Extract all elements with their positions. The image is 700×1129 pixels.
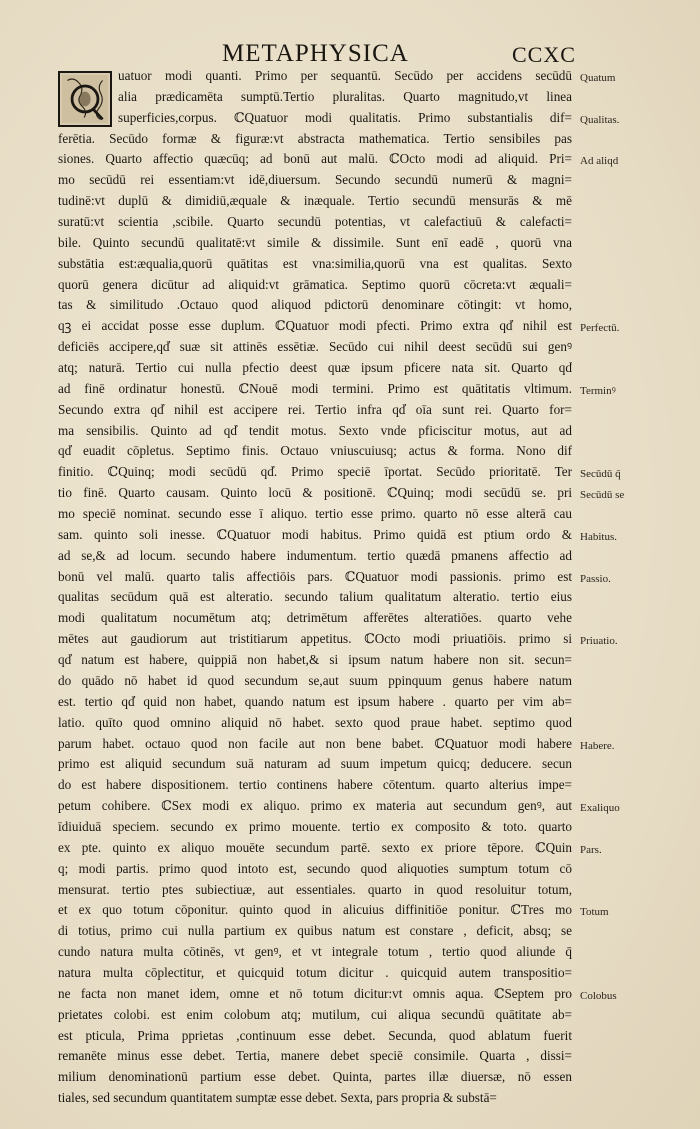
text-line: sam. quinto soli inesse. ℂQuatuor modi habitus. Primo quidā est ptium ordo & — [58, 526, 572, 542]
text-line: remanēte minus esse debet. Tertia, manere debet speciē consimile. Quarta , dissi= — [58, 1048, 572, 1064]
text-line: q; modi partis. primo quod intoto est, secundo quod aliquoties sumptum totum cō — [58, 860, 572, 876]
running-title: METAPHYSICA — [222, 40, 409, 67]
margin-note: Passio. — [580, 572, 611, 585]
text-line: deficiēs accipere,qd̓ suæ sit attinēs essētiæ. Secūdo cui nihil deest secūdū sui genꝰ — [58, 339, 572, 355]
margin-note: Secūdū se — [580, 489, 625, 502]
text-line: substātia est:æqualia,quorū quātitas est vna:similia,quorū vna est qualitas. Sexto — [58, 255, 572, 271]
text-line: milium denominationū partium esse debet. Quinta, partes illæ diuersæ, nō essen — [58, 1069, 572, 1085]
text-line: modi qualitatum nocumētum atq; detrimētum afferētes alteratiōes. quarto vehe — [58, 610, 572, 626]
text-line: est pticula, Prima pprietas ,continuum esse debet. Secunda, quod ablatum fuerit — [58, 1027, 572, 1043]
text-line: mo speciē nominat. secundo esse ī aliquo. tertio esse primo. quarto nō esse alterā cau — [58, 506, 572, 522]
text-line: mo secūdū rei essentiam:vt idē,diuersum. Secundo secundū numerū & magni= — [58, 172, 572, 188]
text-line: ex pte. quinto ex aliquo mouēte secundum partē. sexto ex priore tēpore. ℂQuin — [58, 839, 572, 855]
margin-note: Totum — [580, 906, 609, 919]
margin-note: Perfectū. — [580, 322, 620, 335]
text-line: mensurat. tertio ptes subiectiuæ, aut essentiales. quarto in quod resoluitur totum, — [58, 881, 572, 897]
text-line: prietates colobi. est enim colobum atq; mutilum, cui aliqua secundū quātitate ab= — [58, 1006, 572, 1022]
text-line: mētes aut gaudiorum aut tristitiarum appetitus. ℂOcto modi priuatiōis. primo si — [58, 631, 572, 647]
text-line: do quādo nō habet id quod secundum se,aut suum ppinquum genus habere natum — [58, 672, 572, 688]
text-line: siones. Quarto affectio quæcūq; ad bonū aut malū. ℂOcto modi ad aliquid. Pri= — [58, 151, 572, 167]
text-line: ad finē ordinatur honestū. ℂNouē modi termini. Primo est quātitatis vltimum. — [58, 380, 572, 396]
text-line: alia prædicamēta sumptū.Tertio pluralitas. Quarto magnitudo,vt linea — [118, 88, 572, 104]
text-line: qd̓ euadit cōpletus. Septimo finis. Octauo vniuscuiusq; actus & forma. Nono dif — [58, 443, 572, 459]
main-text-block — [58, 66, 572, 1109]
text-line: est. tertio qd̓ quid non habet, quando natum est ipsum habere . quarto per vim ab= — [58, 693, 572, 709]
text-line: ferētia. Secūdo formæ & figuræ:vt abstracta mathematica. Tertio sensibiles pas — [58, 130, 572, 146]
text-line: ne facta non manet idem, omne et nō totum dicitur:vt omnis aqua. ℂSeptem pro — [58, 985, 572, 1001]
folio-number: CCXC — [512, 42, 576, 67]
margin-note: Habitus. — [580, 530, 617, 543]
margin-note: Terminꝰ — [580, 384, 616, 397]
text-line: īdiuiduā speciem. secundo ex primo mouente. tertio ex composito & toto. quarto — [58, 818, 572, 834]
text-line: tas & similitudo .Octauo quod aliquod pdictorū denominare cōtingit: vt homo, — [58, 297, 572, 313]
text-line: do est habere dispositionem. tertio continens habere cōtentum. quarto alterius impe= — [58, 777, 572, 793]
text-line: et ex quo totum cōponitur. quinto quod in alicuius diffinitiōe ponitur. ℂTres mo — [58, 902, 572, 918]
text-line: finitio. ℂQuinq; modi secūdū qd̓. Primo speciē īportat. Secūdo prioritatē. Ter — [58, 464, 572, 480]
text-line: primo est aliquid secundum suā naturam ad suum impetum quicq; deducere. secun — [58, 756, 572, 772]
text-line: qꝫ ei accidat posse esse duplum. ℂQuatuor modi pfecti. Primo extra qd̓ nihil est — [58, 318, 572, 334]
text-line: bonū vel malū. quarto talis affectiōis pars. ℂQuatuor modi passionis. primo est — [58, 568, 572, 584]
text-line: di totius, primo cui nulla partium ex quibus natum est constare , deficit, absq; se — [58, 923, 572, 939]
text-line: Secundo extra qd̓ nihil est accipere rei. Tertio infra qd̓ oīa sunt rei. Quarto for= — [58, 401, 572, 417]
text-line: ad se,& ad locum. secundo habere indumentum. tertio quædā pmanens affectio ad — [58, 547, 572, 563]
text-line: natura multa cōplectitur, et quicquid totum dicitur . quicquid autem transpositio= — [58, 964, 572, 980]
text-line: bile. Quinto secundū qualitatē:vt simile & dissimile. Sunt enī eadē , quorū vna — [58, 234, 572, 250]
text-line: tudinē:vt duplū & dimidiū,æquale & inæquale. Tertio secundū mensurās & mē — [58, 193, 572, 209]
text-line: ma sensibilis. Quinto ad qd̓ tendit motus. Sexto vnde pficiscitur motus, aut ad — [58, 422, 572, 438]
margin-note: Pars. — [580, 843, 602, 856]
text-line: cundo natura multa cōtinēs, vt genꝰ, et vt integrale totum , tertio quod aliunde q̄ — [58, 944, 572, 960]
margin-note: Exaliquo — [580, 802, 620, 815]
text-line: qualitas secūdum quā est alteratio. secundo talium qualitatum alteratio. tertio eius — [58, 589, 572, 605]
margin-note: Ad aliqd — [580, 155, 619, 168]
text-line: latio. quīto quod omnino aliquid nō habet. sexto quod praue habet. septimo quod — [58, 714, 572, 730]
margin-note: Habere. — [580, 739, 615, 752]
margin-note: Priuatio. — [580, 635, 618, 648]
margin-note: Secūdū q̄ — [580, 468, 621, 481]
text-line: suratū:vt scientia ,scibile. Quarto secundū potentias, vt calefactiuū & calefacti= — [58, 214, 572, 230]
text-line: uatuor modi quanti. Primo per sequantū. Secūdo per accidens secūdū — [118, 68, 572, 83]
text-line: tio finē. Quarto causam. Quinto locū & positionē. ℂQuinq; modi secūdū se. pri — [58, 485, 572, 501]
text-line: quorū genera dicūtur ad aliquid:vt grāmatica. Septimo quorū cōcreta:vt æquali= — [58, 276, 572, 292]
text-line: petum cohibere. ℂSex modi ex aliquo. primo ex materia aut secundum genꝰ, aut — [58, 798, 572, 814]
margin-note: Colobus — [580, 989, 617, 1002]
margin-note: Qualitas. — [580, 113, 620, 126]
text-line: atq; naturā. Tertio cui nulla pfectio deest quæ ipsum pficere nata sit. Quarto qd̓ — [58, 360, 572, 376]
text-line: parum habet. octauo quod non facile aut non bene babet. ℂQuatuor modi habere — [58, 735, 572, 751]
text-line: superficies,corpus. ℂQuatuor modi qualitatis. Primo substantialis dif= — [118, 109, 572, 125]
text-line: qd̓ natum est habere, quippiā non habet,& si ipsum natum habere non sit. secun= — [58, 652, 572, 668]
text-line: tiales, sed secundum quantitatem sumptæ esse debet. Sexta, pars propria & substā= — [58, 1090, 497, 1106]
margin-note: Quatum — [580, 72, 616, 84]
